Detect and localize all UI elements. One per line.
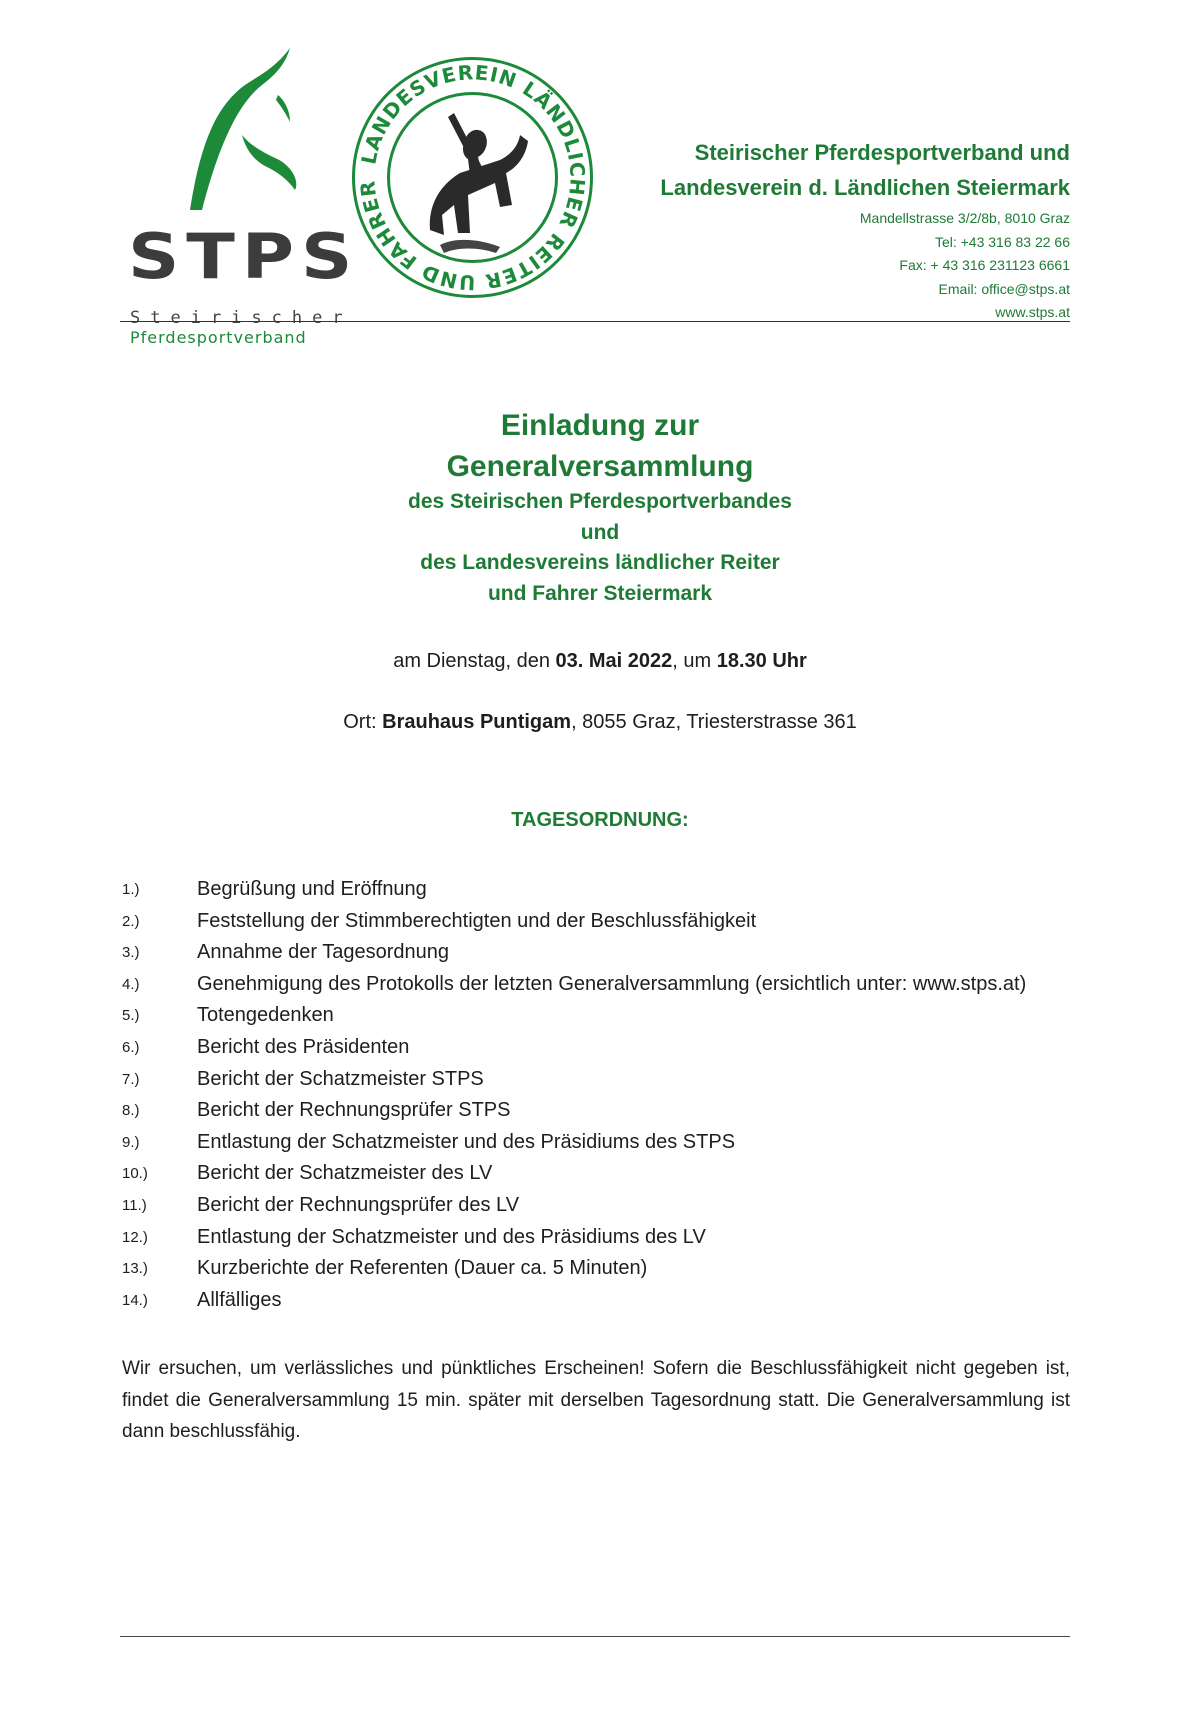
agenda-item-text: Bericht des Präsidenten <box>197 1035 410 1058</box>
agenda-item-number: 1.) <box>122 881 140 898</box>
subtitle-line-2: und <box>580 520 620 544</box>
org-name-line-1: Steirischer Pferdesportverband und <box>694 140 1070 165</box>
seal-ring-text: LANDESVEREIN LÄNDLICHER REITER UND FAHRER <box>355 60 590 295</box>
subtitle-line-1: des Steirischen Pferdesportverbandes <box>408 490 792 513</box>
closing-paragraph: Wir ersuchen, um verlässliches und pünktliches Erscheinen! Sofern die Beschlussfähigkeit nicht gegeben ist, findet die Generalversammlung 15 min. später mit derselben Tagesordnung statt. Die Generalversammlung ist dann beschlussfähig. <box>122 1358 1070 1442</box>
agenda-item <box>122 1162 1082 1194</box>
agenda-item <box>122 878 1082 910</box>
agenda-item-text: Allfälliges <box>197 1288 282 1311</box>
agenda-item-number: 6.) <box>122 1038 140 1056</box>
stps-logo <box>120 40 360 347</box>
agenda-item-number: 11.) <box>122 1196 147 1214</box>
agenda-item-number: 3.) <box>122 944 140 962</box>
agenda-item <box>122 1131 1082 1163</box>
footer-divider <box>120 1636 1070 1637</box>
agenda-item-text: Annahme der Tagesordnung <box>197 941 450 964</box>
meeting-place-name: Brauhaus Puntigam <box>382 711 572 733</box>
title-line-2: Generalversammlung <box>446 450 754 483</box>
header-organization <box>660 135 1070 205</box>
agenda-item-number: 10.) <box>122 1165 148 1183</box>
agenda-item <box>122 1257 1082 1289</box>
agenda-item-number: 2.) <box>122 912 140 930</box>
agenda-item <box>122 1289 1082 1321</box>
agenda-item <box>122 941 1082 973</box>
agenda-item-number: 7.) <box>122 1070 140 1088</box>
meeting-time-value: 18.30 Uhr <box>716 650 807 672</box>
agenda-item-number: 9.) <box>122 1133 140 1151</box>
agenda-item-text: Bericht der Rechnungsprüfer STPS <box>197 1099 511 1122</box>
agenda-item-text: Bericht der Schatzmeister STPS <box>197 1067 484 1090</box>
contact-email[interactable]: Email: office@stps.at <box>938 280 1070 297</box>
agenda-item <box>122 1068 1082 1100</box>
landesverein-seal <box>350 55 595 300</box>
agenda-item-text: Kurzberichte der Referenten (Dauer ca. 5 Minuten) <box>197 1257 648 1280</box>
meeting-date: am Dienstag, den 03. Mai 2022, um 18.30 Uhr <box>393 650 807 672</box>
agenda-item-text: Entlastung der Schatzmeister und des Präsidiums des STPS <box>197 1130 736 1153</box>
contact-address: Mandellstrasse 3/2/8b, 8010 Graz <box>859 210 1070 226</box>
agenda-item <box>122 1004 1082 1036</box>
agenda-item-text: Feststellung der Stimmberechtigten und der Beschlussfähigkeit <box>197 909 757 932</box>
document-title <box>0 405 1200 609</box>
header-divider <box>120 321 1070 322</box>
org-name-line-2: Landesverein d. Ländlichen Steiermark <box>660 175 1070 200</box>
agenda-item <box>122 1226 1082 1258</box>
agenda-item-text: Entlastung der Schatzmeister und des Präsidiums des LV <box>197 1225 706 1248</box>
agenda-item-number: 4.) <box>122 975 140 993</box>
stps-subtitle-1: Steirischer <box>130 308 353 328</box>
agenda-item-text: Genehmigung des Protokolls der letzten Generalversammlung (ersichtlich unter: www.stps.at) <box>197 972 1027 995</box>
subtitle-line-4: und Fahrer Steiermark <box>487 581 713 605</box>
contact-tel: Tel: +43 316 83 22 66 <box>934 233 1070 250</box>
agenda-item-text: Totengedenken <box>197 1004 334 1027</box>
meeting-date-value: 03. Mai 2022 <box>555 650 673 672</box>
agenda-item-text: Begrüßung und Eröffnung <box>197 878 427 900</box>
agenda-heading: TAGESORDNUNG: <box>511 809 689 831</box>
agenda-item-text: Bericht der Rechnungsprüfer des LV <box>197 1193 520 1216</box>
stps-subtitle-2: Pferdesportverband <box>130 328 307 347</box>
title-line-1: Einladung zur <box>500 409 700 442</box>
agenda-item-number: 14.) <box>122 1291 148 1309</box>
agenda-item-text: Bericht der Schatzmeister des LV <box>197 1162 493 1185</box>
stps-wordmark: STPS <box>128 220 360 293</box>
agenda-item <box>122 910 1082 942</box>
agenda-item-number: 8.) <box>122 1102 140 1120</box>
agenda-item <box>122 1036 1082 1068</box>
subtitle-line-3: des Landesvereins ländlicher Reiter <box>420 551 780 574</box>
horse-head-icon <box>150 40 300 225</box>
contact-fax: Fax: + 43 316 231123 6661 <box>899 257 1070 273</box>
header-contact <box>860 207 1070 325</box>
agenda-item <box>122 1194 1082 1226</box>
agenda-item <box>122 1099 1082 1131</box>
agenda-item <box>122 973 1082 1005</box>
agenda-item-number: 5.) <box>122 1007 140 1025</box>
agenda-item-number: 12.) <box>122 1228 148 1246</box>
contact-web[interactable]: www.stps.at <box>995 304 1070 320</box>
agenda-list <box>122 878 1082 1320</box>
agenda-item-number: 13.) <box>122 1260 148 1278</box>
rider-icon <box>430 113 528 253</box>
meeting-place: Ort: Brauhaus Puntigam, 8055 Graz, Triesterstrasse 361 <box>343 711 857 733</box>
